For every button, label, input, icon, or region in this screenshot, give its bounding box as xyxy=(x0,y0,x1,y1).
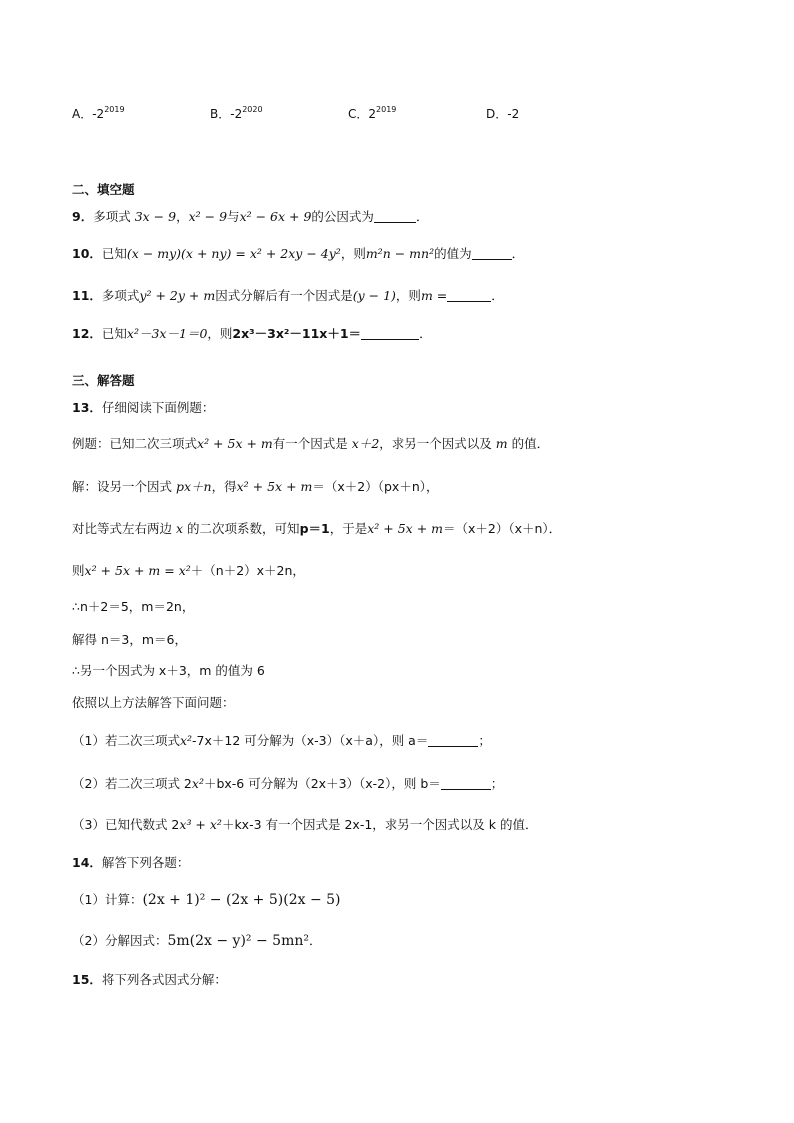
q14-part-2: （2）分解因式：5m(2x − y)² − 5mn²． xyxy=(72,933,322,949)
answer-blank[interactable] xyxy=(374,209,416,223)
question-10: 10．已知(x − my)(x + ny) = x² + 2xy − 4y²，则m²n − mn²的值为 ． xyxy=(72,246,525,261)
answer-blank[interactable] xyxy=(441,776,491,790)
answer-blank[interactable] xyxy=(428,733,478,747)
question-12: 12．已知x²－3x－1＝0，则2x³－3x²－11x＋1＝ ． xyxy=(72,326,432,341)
question-11: 11．多项式y² + 2y + m因式分解后有一个因式是(y − 1)，则m = ． xyxy=(72,288,504,303)
option-a: A．$-2^{2019}$ xyxy=(72,105,125,121)
q13-part-2: （2）若二次三项式 2x²＋bx-6 可分解为（2x＋3）（x-2），则 b＝ ； xyxy=(72,776,504,791)
q13-therefore-1: ∴n＋2＝5，m＝2n， xyxy=(72,599,195,614)
q14-part-1: （1）计算：(2x + 1)² − (2x + 5)(2x − 5) xyxy=(72,892,341,908)
q13-compare: 对比等式左右两边 x 的二次项系数，可知p＝1，于是x² + 5x + m＝（x＋2）（x＋n）． xyxy=(72,521,562,536)
option-b: B．$-2^{2020}$ xyxy=(210,105,263,121)
question-13-title: 13．仔细阅读下面例题： xyxy=(72,400,215,415)
q13-part-3: （3）已知代数式 2x³ + x²＋kx-3 有一个因式是 2x-1，求另一个因式以及 k 的值． xyxy=(72,817,538,832)
q13-instruction: 依照以上方法解答下面问题： xyxy=(72,695,235,710)
q13-part-1: （1）若二次三项式x²-7x＋12 可分解为（x-3）（x＋a），则 a＝ ； xyxy=(72,733,491,748)
section-heading-fill-in: 二、填空题 xyxy=(72,182,135,197)
question-14-title: 14．解答下列各题： xyxy=(72,855,190,870)
section-heading-solve: 三、解答题 xyxy=(72,373,135,388)
answer-blank[interactable] xyxy=(361,326,419,340)
answer-blank[interactable] xyxy=(447,288,491,302)
q13-solved: 解得 n＝3，m＝6， xyxy=(72,632,187,647)
question-15-title: 15．将下列各式因式分解： xyxy=(72,972,227,987)
q13-example: 例题：已知二次三项式x² + 5x + m有一个因式是 x＋2，求另一个因式以及 m 的值． xyxy=(72,436,550,451)
q13-then: 则x² + 5x + m = x²＋（n＋2）x＋2n， xyxy=(72,563,305,578)
answer-blank[interactable] xyxy=(472,246,512,260)
q13-therefore-2: ∴另一个因式为 x＋3，m 的值为 6 xyxy=(72,663,265,678)
q13-solution: 解：设另一个因式 px＋n，得x² + 5x + m＝（x＋2）（px＋n）， xyxy=(72,479,439,494)
option-d: D．-2 xyxy=(486,107,520,121)
question-9: 9．多项式 3x − 9，x² − 9与x² − 6x + 9的公因式为 ． xyxy=(72,209,429,224)
option-c: C．$2^{2019}$ xyxy=(348,105,397,121)
